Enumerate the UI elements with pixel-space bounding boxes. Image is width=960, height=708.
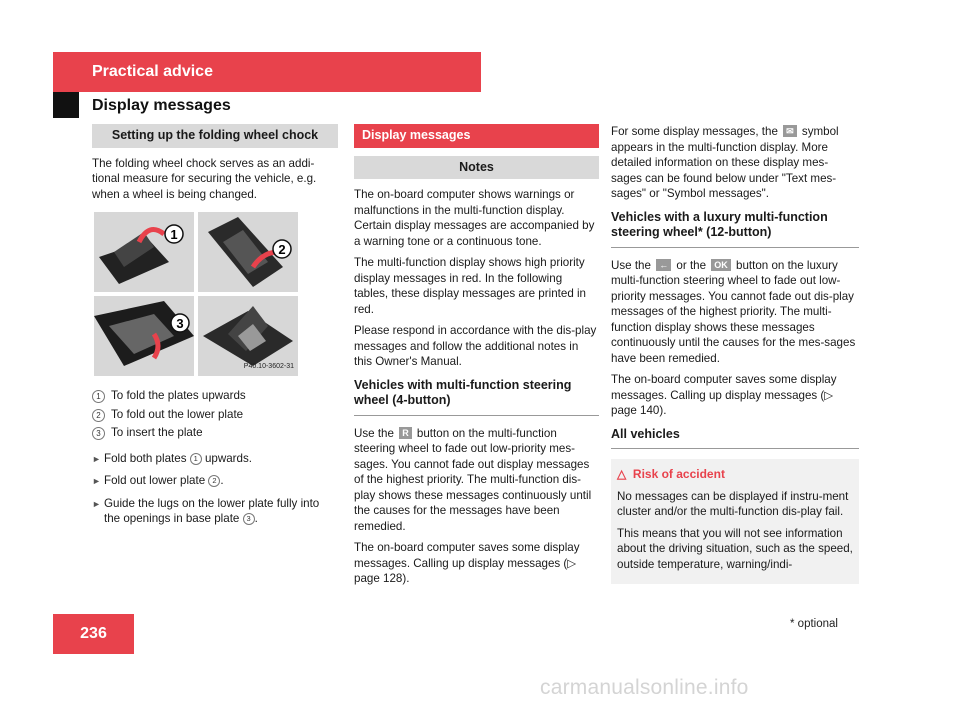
page-section-title: Display messages [92, 97, 231, 114]
legend-number-2: 2 [92, 409, 105, 422]
step-1: ► Fold both plates 1 upwards. [92, 451, 338, 468]
subheading-4-button: Vehicles with multi-function steering wheel (4-button) [354, 378, 599, 416]
column-1 [92, 124, 338, 533]
legend-text-1: To fold the plates upwards [111, 389, 246, 402]
figure-panel-3 [94, 296, 194, 376]
notes-heading: Notes [354, 156, 599, 180]
step-arrow-icon: ► [92, 453, 101, 464]
legend-item-2 [92, 407, 338, 423]
footnote: * optional [790, 618, 838, 630]
paragraph-12-button: Use the ← or the OK button on the luxury multi-function steering wheel to fade out low-priority messages. You cannot fade out dis-play messages of the highest priority. The multi-function display shows these messages continuously until the causes for the mes-sages have been remedied. [611, 258, 856, 365]
chapter-title: Practical advice [92, 63, 213, 80]
header-marker [53, 92, 79, 118]
paragraph-4-button: Use the R button on the multi-function steering wheel to fade out low-priority mes-sages. You cannot fade out display messages of the highest priority. The multi-function dis-play shows these messages continuously until the causes for the messages have been remedied. [354, 426, 592, 533]
back-button-icon: ← [656, 259, 671, 271]
wheel-chock-figure [94, 212, 298, 376]
warning-paragraph-1: No messages can be displayed if instru-ment cluster and/or the multi-function dis-play fail. [617, 489, 849, 518]
symbol-paragraph: For some display messages, the ✉ symbol appears in the multi-function display. More detailed information on these display mes-sages can be found below under "Text mes-sages" or "Symbol messages". [611, 125, 839, 200]
legend-text-2: To fold out the lower plate [111, 407, 244, 421]
legend-number-3: 3 [92, 427, 105, 440]
figure-code: P40.10-3602-31 [243, 362, 294, 370]
notes-paragraph-2: The multi-function display shows high priority display messages in red. In the following tables, these display messages are printed in red. [354, 256, 587, 316]
message-symbol-icon: ✉ [783, 125, 797, 137]
ok-button-icon: OK [711, 259, 731, 271]
reset-button-icon: R [399, 427, 412, 439]
notes-paragraph-3: Please respond in accordance with the dis-play messages and follow the additional notes in this Owner's Manual. [354, 324, 597, 368]
step-3: ► Guide the lugs on the lower plate fully into the openings in base plate 3 . [92, 496, 320, 525]
legend-text-3: To insert the plate [111, 426, 203, 439]
subheading-12-button: Vehicles with a luxury multi-function steering wheel* (12-button) [611, 210, 859, 248]
section-heading-wheel-chock: Setting up the folding wheel chock [92, 124, 338, 148]
step-arrow-icon: ► [92, 476, 101, 486]
column-2 [354, 124, 599, 593]
figure-panel-1 [94, 212, 194, 292]
step-2: ► Fold out lower plate 2 . [92, 473, 338, 490]
warning-triangle-icon: △ [617, 467, 627, 481]
watermark: carmanualsonline.info [540, 676, 749, 699]
callout-3: 3 [176, 316, 184, 331]
paragraph-saved-messages-2: The on-board computer saves some display messages. Calling up display messages (▷ page 140). [611, 373, 837, 417]
paragraph-saved-messages: The on-board computer saves some display messages. Calling up display messages (▷ page 128). [354, 541, 580, 585]
legend-number-1: 1 [92, 390, 105, 403]
figure-panel-4 [198, 296, 298, 376]
callout-1: 1 [170, 227, 178, 242]
inline-number-3: 3 [243, 513, 255, 525]
warning-box [611, 459, 859, 584]
intro-text: The folding wheel chock serves as an addi-tional measure for securing the vehicle, e.g. when a wheel is being changed. [92, 156, 317, 201]
notes-paragraph-1: The on-board computer shows warnings or malfunctions in the multi-function display. Certain display messages are accompanied by a warning tone or a continuous tone. [354, 188, 595, 248]
section-heading-display-messages: Display messages [354, 124, 599, 148]
figure-panel-2 [198, 212, 298, 292]
legend-item-3 [92, 425, 338, 441]
inline-number-1: 1 [190, 453, 202, 465]
legend-item-1 [92, 388, 338, 404]
step-arrow-icon: ► [92, 498, 101, 509]
column-3 [611, 124, 859, 584]
inline-number-2: 2 [208, 475, 220, 487]
page-number: 236 [53, 614, 134, 654]
subheading-all-vehicles: All vehicles [611, 427, 859, 450]
warning-paragraph-2: This means that you will not see information about the driving situation, such as the speed, outside temperature, warning/indi- [617, 526, 853, 571]
callout-2: 2 [278, 242, 286, 257]
warning-title: △ Risk of accident [617, 467, 725, 481]
